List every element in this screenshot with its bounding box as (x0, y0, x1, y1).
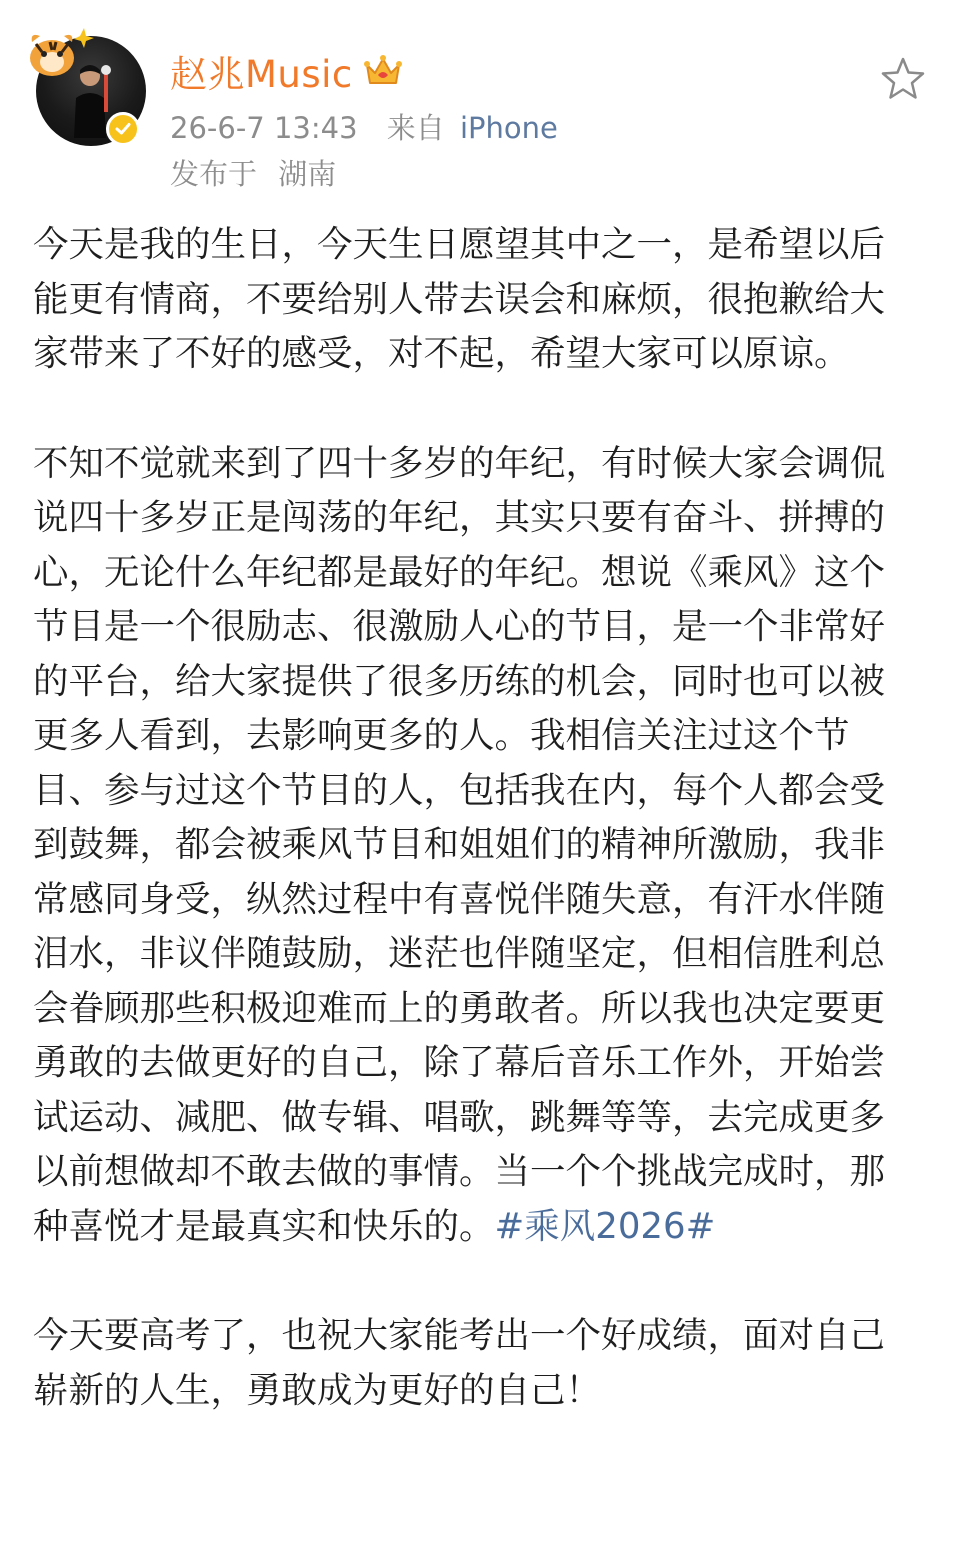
crown-icon (363, 53, 403, 89)
hashtag-link[interactable]: #乘风2026# (494, 1205, 716, 1247)
paragraph-gap (33, 1254, 913, 1309)
paragraph-gap (33, 382, 913, 437)
verified-check-icon (114, 120, 132, 138)
source-device[interactable]: iPhone (459, 111, 558, 145)
post-meta (170, 106, 558, 147)
post-paragraph (33, 437, 913, 1255)
paragraph-text: 不知不觉就来到了四十多岁的年纪，有时候大家会调侃说四十多岁正是闯荡的年纪，其实只要有奋斗、拼搏的心，无论什么年纪都是最好的年纪。想说《乘风》这个节目是一个很励志、很激励人心的节目，是一个非常好的平台，给大家提供了很多历练的机会，同时也可以被更多人看到，去影响更多的人。我相信关注过这个节目、参与过这个节目的人，包括我在内，每个人都会受到鼓舞，都会被乘风节目和姐姐们的精神所激励，我非常感同身受，纵然过程中有喜悦伴随失意，有汗水伴随泪水，非议伴随鼓励，迷茫也伴随坚定，但相信胜利总会眷顾那些积极迎难而上的勇敢者。所以我也决定要更勇敢的去做更好的自己，除了幕后音乐工作外，开始尝试运动、减肥、做专辑、唱歌，跳舞等等，去完成更多以前想做却不敢去做的事情。当一个个挑战完成时，那种喜悦才是最真实和快乐的。 (33, 442, 886, 1247)
location-name: 湖南 (278, 157, 337, 191)
avatar[interactable] (36, 36, 146, 146)
post-location (170, 152, 336, 193)
source-prefix: 来自 (386, 111, 445, 145)
post-timestamp: 26-6-7 13:43 (170, 111, 358, 145)
favorite-star-icon[interactable] (878, 54, 928, 104)
location-prefix: 发布于 (170, 157, 258, 191)
tiger-decoration-icon (22, 26, 94, 86)
verified-badge (106, 112, 140, 146)
post-body (33, 218, 913, 1418)
username-row (170, 46, 403, 96)
username[interactable]: 赵兆Music (170, 53, 353, 96)
post-paragraph: 今天要高考了，也祝大家能考出一个好成绩，面对自己崭新的人生，勇敢成为更好的自己！ (33, 1315, 886, 1411)
post-header (0, 0, 960, 200)
post-paragraph: 今天是我的生日，今天生日愿望其中之一，是希望以后能更有情商，不要给别人带去误会和麻烦，很抱歉给大家带来了不好的感受，对不起，希望大家可以原谅。 (33, 224, 886, 374)
